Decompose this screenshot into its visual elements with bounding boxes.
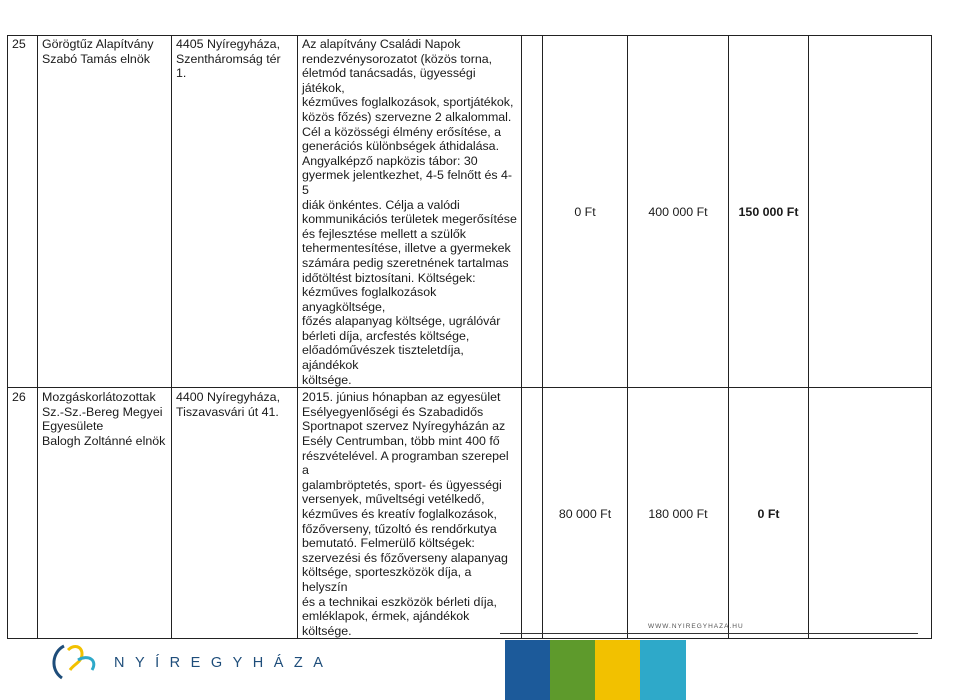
row-number: 26 xyxy=(8,388,38,639)
amount-cell-3: 0 Ft xyxy=(729,388,809,639)
amount-cell-3: 150 000 Ft xyxy=(729,36,809,388)
description-cell: 2015. június hónapban az egyesület Esélyegyenlőségi és Szabadidős Sportnapot szervez Nyíregyházán az Esély Centrumban, több mint 400 fő részvételével. A programban szerepel a galambröptetés, sport- és ügyességi versenyek, műveltségi vetélkedő, kézműves és kreatív foglalkozások, főzőverseny, tűzoltó és rendőrkutya bemutató. Felmerülő költségek: szervezési és főzőverseny alapanyag költsége, sporteszközök díja, a helyszín és a technikai eszközök bérleti díja, emléklapok, érmek, ajándékok költsége. xyxy=(298,388,522,639)
description-cell: Az alapítvány Családi Napok rendezvénysorozatot (közös torna, életmód tanácsadás, ügyességi játékok, kézműves foglalkozások, sportjátékok, közös főzés) szervezne 2 alkalommal. Cél a közösségi élmény erősítése, a generációs különbségek áthidalása. Angyalképző napközis tábor: 30 gyermek jelentkezhet, 4-5 felnőtt és 4-5 diák önkéntes. Célja a valódi kommunikációs területek megerősítése és fejlesztése mellett a szülők tehermentesítése, illetve a gyermekek számára pedig szeretnének tartalmas időtöltést biztosítani. Költségek: kézműves foglalkozások anyagköltsége, főzés alapanyag költsége, ugrálóvár bérleti díja, arcfestés költsége, előadóművészek tiszteletdíja, ajándékok költsége. xyxy=(298,36,522,388)
organization-cell: Mozgáskorlátozottak Sz.-Sz.-Bereg Megyei Egyesülete Balogh Zoltánné elnök xyxy=(38,388,172,639)
address-cell: 4405 Nyíregyháza, Szentháromság tér 1. xyxy=(172,36,298,388)
amount-cell-1: 0 Ft xyxy=(543,36,628,388)
footer-color-block-teal xyxy=(640,640,686,700)
blank-cell xyxy=(522,388,543,639)
empty-cell xyxy=(809,36,932,388)
nyiregyhaza-logo-icon xyxy=(48,640,102,682)
amount-cell-1: 80 000 Ft xyxy=(543,388,628,639)
footer-color-block-blue xyxy=(505,640,550,700)
address-cell: 4400 Nyíregyháza, Tiszavasvári út 41. xyxy=(172,388,298,639)
empty-cell xyxy=(809,388,932,639)
footer-divider xyxy=(500,633,918,634)
organization-cell: Görögtűz Alapítvány Szabó Tamás elnök xyxy=(38,36,172,388)
row-number: 25 xyxy=(8,36,38,388)
blank-cell xyxy=(522,36,543,388)
footer-color-block-yellow xyxy=(595,640,640,700)
table-row xyxy=(8,388,932,639)
website-url: WWW.NYIREGYHAZA.HU xyxy=(648,623,744,630)
footer-color-block-green xyxy=(550,640,595,700)
grant-table xyxy=(7,35,932,639)
amount-cell-2: 180 000 Ft xyxy=(628,388,729,639)
city-brand-name: NYÍREGYHÁZA xyxy=(114,655,334,671)
table-row xyxy=(8,36,932,388)
amount-cell-2: 400 000 Ft xyxy=(628,36,729,388)
